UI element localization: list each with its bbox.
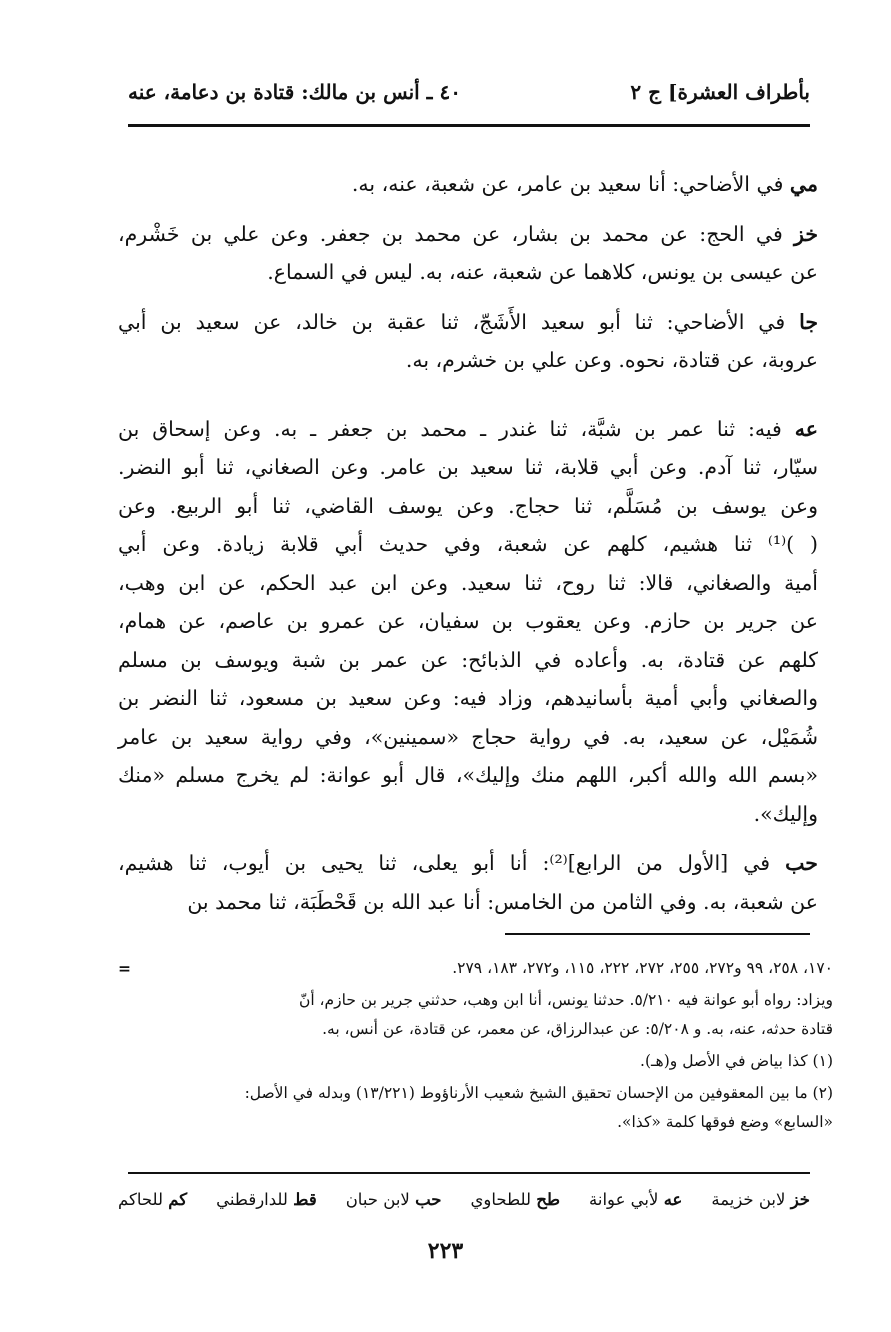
line-text: ( )⁽¹⁾ ثنا هشيم، كلهم عن شعبة، وفي حديث أبي قلابة زيادة. وعن أبي bbox=[118, 532, 818, 556]
page-number: ٢٢٣ bbox=[427, 1238, 464, 1264]
line-text: كلهم عن قتادة، به. وأعاده في الذبائح: عن عمر بن شبة ويوسف بن مسلم bbox=[118, 647, 818, 672]
line-text: سيّار، ثنا آدم. وعن أبي قلابة، ثنا سعيد بن عامر. وعن الصغاني، ثنا أبو النضر. bbox=[118, 455, 819, 479]
line-text: في الحج: عن محمد بن بشار، عن محمد بن جعفر. وعن علي بن خَشْرم، bbox=[118, 221, 783, 246]
text-line bbox=[118, 487, 818, 526]
source-siglum: حب bbox=[785, 851, 818, 875]
text-line bbox=[118, 448, 818, 487]
header-rule bbox=[128, 124, 810, 127]
line-text: والصغاني وأبي أمية بأسانيدهم، وزاد فيه: وعن سعيد بن مسعود، ثنا النضر بن bbox=[118, 686, 818, 710]
footnote-separator bbox=[505, 933, 810, 935]
abbreviation-item: قط للدارقطني bbox=[216, 1190, 317, 1209]
text-line bbox=[118, 303, 818, 342]
line-text: عروبة، عن قتادة، نحوه. وعن علي بن خشرم، به. bbox=[405, 348, 818, 372]
continuation-mark: = bbox=[118, 959, 131, 978]
text-line bbox=[118, 602, 818, 641]
line-text: في الأضاحي: أنا سعيد بن عامر، عن شعبة، عنه، به. bbox=[351, 172, 784, 196]
text-line bbox=[118, 883, 818, 922]
footnote-line: (٢) ما بين المعقوفين من الإحسان تحقيق الشيخ شعيب الأرناؤوط (١٣/٢٢١) وبدله في الأصل: bbox=[244, 1084, 833, 1102]
running-head-title: بأطراف العشرة] ج ٢ bbox=[630, 80, 810, 104]
line-text: في الأضاحي: ثنا أبو سعيد الأَشَجّ، ثنا عقبة بن خالد، عن سعيد بن أبي bbox=[118, 309, 786, 334]
footnote-line: ويزاد: رواه أبو عوانة فيه ٥/٢١٠. حدثنا يونس، أنا ابن وهب، حدثني جرير بن حازم، أنّ bbox=[298, 991, 833, 1009]
abbreviation-item: عه لأبي عوانة bbox=[589, 1190, 683, 1209]
source-siglum: مي bbox=[789, 172, 818, 196]
line-text: فيه: ثنا عمر بن شبَّة، ثنا غندر ـ محمد بن جعفر ـ به. وعن إسحاق بن bbox=[118, 416, 782, 441]
hadith-paragraph bbox=[118, 410, 818, 834]
line-text: في [الأول من الرابع]⁽²⁾: أنا أبو يعلى، ثنا يحيى بن أيوب، ثنا هشيم، bbox=[118, 851, 771, 875]
text-line bbox=[118, 525, 818, 564]
hadith-paragraph bbox=[118, 844, 818, 921]
text-line bbox=[118, 165, 818, 204]
text-line bbox=[118, 341, 818, 380]
running-head-chapter: ٤٠ ـ أنس بن مالك: قتادة بن دعامة، عنه bbox=[128, 80, 461, 104]
text-line bbox=[118, 215, 818, 254]
footnote-1 bbox=[118, 1047, 833, 1076]
text-line bbox=[118, 844, 818, 883]
running-head bbox=[128, 72, 810, 112]
text-line bbox=[118, 795, 818, 834]
abbreviation-item: خز لابن خزيمة bbox=[711, 1190, 810, 1209]
footnote-line: (١) كذا بياض في الأصل و(هـ). bbox=[640, 1052, 833, 1070]
hadith-paragraph bbox=[118, 165, 818, 204]
text-line bbox=[118, 410, 818, 449]
source-siglum: خز bbox=[794, 221, 818, 246]
footnote-addition bbox=[118, 986, 833, 1044]
abbreviation-item: حب لابن حبان bbox=[345, 1190, 442, 1209]
text-line bbox=[118, 718, 818, 757]
line-text: عن شعبة، به. وفي الثامن من الخامس: أنا عبد الله بن قَحْطَبَة، ثنا محمد بن bbox=[187, 889, 818, 914]
hadith-paragraph bbox=[118, 303, 818, 380]
text-line bbox=[118, 641, 818, 680]
text-line bbox=[118, 756, 818, 795]
text-line bbox=[118, 679, 818, 718]
line-text: شُمَيْل، عن سعيد، به. في رواية حجاج «سمينين»، وفي رواية سعيد بن عامر bbox=[118, 724, 818, 749]
line-text: وإليك». bbox=[753, 801, 818, 826]
abbreviation-key bbox=[118, 1190, 810, 1209]
footnote-line: قتادة حدثه، عنه، به. و ٥/٢٠٨: عن عبدالرزاق، عن معمر، عن قتادة، عن أنس، به. bbox=[322, 1020, 833, 1038]
abbreviation-item: كم للحاكم bbox=[118, 1190, 188, 1209]
source-siglum: عه bbox=[794, 416, 818, 441]
main-text bbox=[118, 165, 818, 932]
line-text: عن جرير بن حازم. وعن يعقوب بن سفيان، عن عمرو بن عاصم، عن همام، bbox=[118, 609, 818, 633]
footnote-line: «السابع» وضع فوقها كلمة «كذا». bbox=[617, 1113, 833, 1131]
footnote-line: = ١٧٠، ٢٥٨، ٩٩ و٢٧٢، ٢٥٥، ٢٧٢، ٢٢٢، ١١٥، و٢٧٢، ١٨٣، ٢٧٩. bbox=[118, 954, 833, 983]
text-line bbox=[118, 564, 818, 603]
line-text: وعن يوسف بن مُسَلَّم، ثنا حجاج. وعن يوسف القاضي، ثنا أبو الربيع. وعن bbox=[118, 493, 818, 518]
abbreviation-rule bbox=[128, 1172, 810, 1174]
hadith-paragraph bbox=[118, 215, 818, 292]
line-text: «بسم الله والله أكبر، اللهم منك وإليك»، قال أبو عوانة: لم يخرج مسلم «منك bbox=[118, 763, 818, 787]
line-text: عن عيسى بن يونس، كلاهما عن شعبة، عنه، به. ليس في السماع. bbox=[267, 260, 818, 284]
source-siglum: جا bbox=[799, 309, 818, 334]
text-line bbox=[118, 253, 818, 292]
footnotes bbox=[118, 954, 833, 1140]
line-text: أمية والصغاني، قالا: ثنا روح، ثنا سعيد. وعن ابن عبد الحكم، عن ابن وهب، bbox=[118, 570, 818, 595]
footnote-2 bbox=[118, 1079, 833, 1137]
footnote-continuation bbox=[118, 954, 833, 983]
abbreviation-item: طح للطحاوي bbox=[470, 1190, 561, 1209]
